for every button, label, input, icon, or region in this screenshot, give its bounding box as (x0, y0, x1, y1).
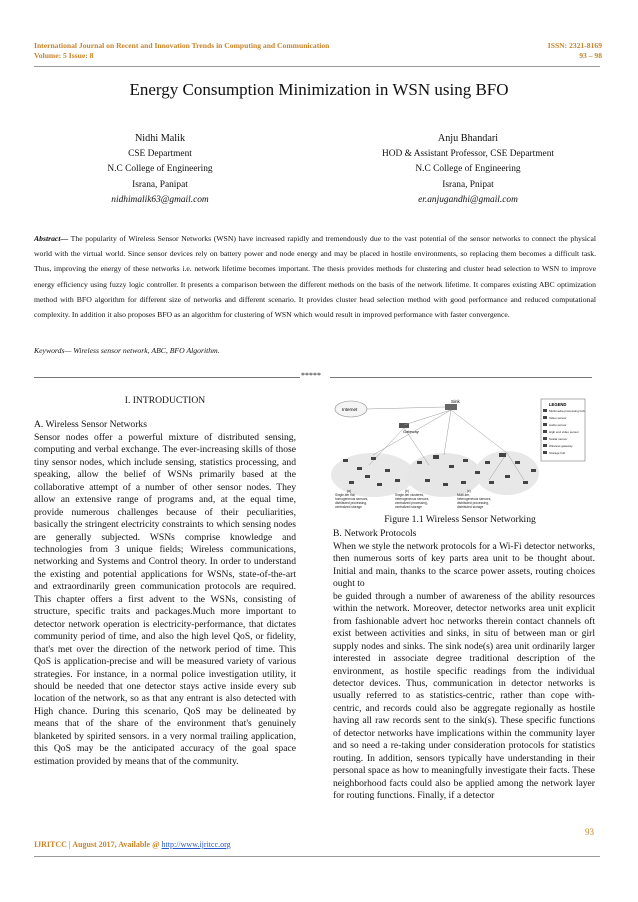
scenario-c-label: (c) (467, 489, 471, 493)
gateway-label: Gateway (403, 429, 419, 434)
page-number: 93 (585, 827, 594, 837)
author-2-college: N.C College of Engineering (415, 164, 521, 175)
scenario-a-desc-1: Single-tier flat, (335, 493, 356, 497)
author-1-name: Nidhi Malik (134, 133, 186, 144)
volume-issue: Volume: 5 Issue: 8 (34, 51, 94, 60)
legend-item-audio: Audio sensor (549, 423, 567, 427)
scenario-c-desc-2: heterogeneous sensors, (457, 497, 492, 501)
legend-item-storage: Storage hub (549, 451, 566, 455)
header-rule (34, 66, 600, 67)
author-1-dept: CSE Department (128, 148, 192, 159)
abstract-text: The popularity of Wireless Sensor Networks (WSN) have increased rapidly and tremendously due to the vast potential of the sensor networks to connect the physical world with the virtual world. Since sensor devices rely on battery power and node energy and may be placed in hostile environments, so replacing them becomes a difficult task. Thus, improving the energy of these networks i.e. network lifetime becomes important. The thesis provides methods for clustering and cluster head selection to WSN to improve energy efficiency using fuzzy logic controller. It presents a comparison between the different methods on the basis of the network lifetime. It compares existing ABC optimization method with BFO algorithm for different size of networks and different scenario. It provides cluster head selection method with good performance and reduced computational complexity. In addition it also proposes BFO as an algorithm for clustering of WSN which would result in improved performance with faster convergence. (34, 234, 596, 320)
issn: ISSN: 2321-8169 (547, 41, 602, 50)
legend-item-scalar: Scalar sensor (549, 437, 568, 441)
author-1-place: Israna, Panipat (132, 179, 188, 190)
author-1-email: nidhimalik63@gmail.com (111, 195, 209, 206)
scenario-b-label: (b) (405, 489, 409, 493)
scenario-b-desc-3: centralized processing, (395, 501, 428, 505)
subsection-heading-b: B. Network Protocols (333, 528, 417, 539)
author-2-dept: HOD & Assistant Professor, CSE Department (381, 148, 554, 159)
author-2-place: Israna, Pnipat (442, 179, 494, 190)
journal-name: International Journal on Recent and Innovation Trends in Computing and Communication (34, 41, 330, 50)
footer-rule (34, 856, 600, 857)
scenario-a-desc-4: centralized storage (335, 505, 362, 509)
internet-label: Internet (342, 407, 358, 412)
journal-website-link[interactable]: http://www.ijritcc.org (161, 840, 231, 849)
author-2-email: er.anjugandhi@gmail.com (418, 195, 518, 206)
separator-rule-left (34, 377, 300, 378)
scenario-a-desc-2: homogeneous sensors, (335, 497, 369, 501)
scenario-a-label: (a) (347, 489, 351, 493)
author-1 (60, 131, 260, 209)
keywords: Keywords— Wireless sensor network, ABC, BFO Algorithm. (34, 346, 220, 355)
footer-text: IJRITCC | August 2017, Available @ (34, 840, 162, 849)
scenario-a-desc-3: distributed processing, (335, 501, 367, 505)
wsn-figure (329, 395, 587, 513)
sink-label: Sink (451, 399, 460, 404)
separator-rule-right (330, 377, 592, 378)
legend-item-highend: High end video sensor (549, 430, 579, 434)
subsection-heading-a: A. Wireless Sensor Networks (34, 419, 147, 431)
section-heading-introduction: I. INTRODUCTION (124, 395, 206, 406)
footer (34, 840, 231, 849)
scenario-b-desc-1: Single-tier clustered, (395, 493, 425, 497)
abstract (34, 231, 596, 322)
author-2-name: Anju Bhandari (437, 133, 499, 144)
right-body-text-2: be guided through a number of awareness of the ability resources within the network. Moreover, detector networks area unit explicit from fashionable advert hoc networks therein contact channels oft exist between activities and sinks, in situ of between man or girl supply nodes and sinks. The sink node(s) area unit ordinarily larger interested in associate degree traditional description of the environment, as hostile specific readings from the individual detector devices. Thus, communication in detector networks is usually referred to as statistics-centric, rather than cope with-centric, and records could also be aggregate regionally as hostile having all raw records sent to the sink(s). These specific functions of detector networks have implications within the community layer and so need a re-taking under consideration protocols for statistics routing. In addition, sensors typically have understanding in their personal space as how to meaningfully investigate their facts. These neighborhood facts could also be applied among the network layer for routing functions. Finally, if a detector (333, 590, 595, 802)
scenario-b-desc-4: centralized storage (395, 505, 422, 509)
author-2 (338, 131, 598, 209)
scenario-c-desc-4: distributed storage (457, 505, 484, 509)
page-range: 93 – 98 (579, 51, 602, 60)
abstract-label: Abstract— (34, 234, 69, 243)
right-body-text-1: When we style the network protocols for a Wi-Fi detector networks, then numerous sorts of key parts area unit to be thought about. Initial and main, thanks to the scarce power assets, routing choices ought to (333, 541, 595, 590)
legend-item-video: Video sensor (549, 416, 567, 420)
right-column (333, 541, 595, 803)
legend-item-multimedia: Multimedia processing hub (549, 409, 585, 413)
author-1-college: N.C College of Engineering (107, 164, 213, 175)
scenario-b-desc-2: heterogeneous sensors, (395, 497, 430, 501)
figure-caption: Figure 1.1 Wireless Sensor Networking (384, 514, 536, 525)
scenario-c-desc-1: Multi-tier, (457, 493, 470, 497)
left-body-text: Sensor nodes offer a powerful mixture of distributed sensing, computing and verbal exchange. The ever-increasing skills of those tiny sensor nodes, which include sensing, statistics processing, and speaking, allow the belief of WSNs primarily based at the collaborative attempt of a number of other sensor nodes. They allow an extensive range of programs and, at the equal time, provide numerous challenges because of their peculiarities, basically the stringent electricity constraints to which sensing nodes are generally subjected. WSNs comprise knowledge and technologies from 3 unique fields; Wireless communications, networking and Systems and Control theory. In order to understand the existing and potential applications for WSNs, state-of-the-art and extraordinarily green communication protocols are required. This chapter offers a first advent to the WSNs, consisting of structure, specific traits and packages.Much more important to detector network operation is electricity-performance, that dictates community period of time, and also the high level QoS, or fidelity, that's met over the direction of the network period of time. This QoS is application-precise and will be measured variety of various strategies. For instance, in a normal police investigation utility, it should be needed that one detector stays active inside every sub location of the network, so as that any entrant is also detected with High chance. During this scenario, QoS may be delineated by means that of the share of the environment that's genuinely blanketed by spirited sensors. in a very normal trailing application, this QoS may be the anticipated accuracy of the goal space estimation provided by means that of the community. (34, 431, 296, 767)
scenario-c-desc-3: distributed processing, (457, 501, 489, 505)
legend-item-gateway: Wireless gateway (549, 444, 573, 448)
paper-title: Energy Consumption Minimization in WSN using BFO (129, 80, 509, 99)
legend-title: LEGEND (549, 402, 567, 407)
left-column (34, 395, 296, 768)
separator-stars: ***** (301, 371, 321, 380)
